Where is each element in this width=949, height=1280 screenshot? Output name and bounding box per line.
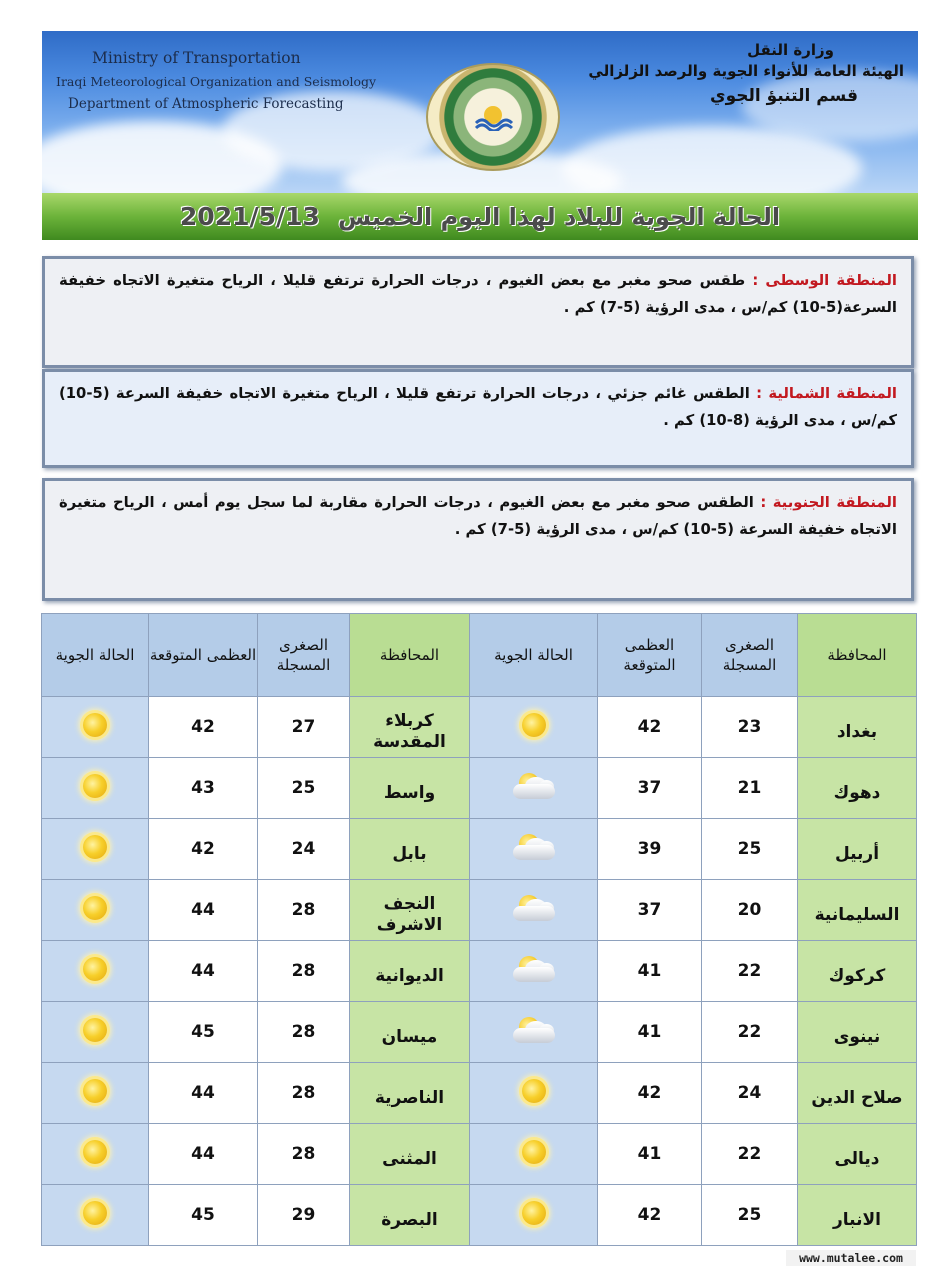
max-temp-cell: 42	[598, 1185, 702, 1246]
sun-icon	[83, 774, 107, 798]
ministry-ar-line-3: قسم التنبؤ الجوي	[710, 86, 858, 106]
region-northern-text: الطقس غائم جزئي ، درجات الحرارة ترتفع قليلا ، الرياح متغيرة الاتجاه خفيفة السرعة (5-10) كم/س ، مدى الرؤية (8-10) كم .	[59, 385, 897, 429]
min-temp-cell: 28	[258, 1124, 350, 1185]
province-cell: ديالى	[798, 1124, 917, 1185]
province-cell: المثنى	[350, 1124, 470, 1185]
table-row	[42, 941, 917, 1002]
region-northern	[42, 369, 914, 468]
condition-cell	[470, 1002, 598, 1063]
province-cell: كركوك	[798, 941, 917, 1002]
table-row	[42, 1124, 917, 1185]
max-temp-cell: 39	[598, 819, 702, 880]
sun-icon	[83, 1018, 107, 1042]
province-cell: واسط	[350, 758, 470, 819]
sun-icon	[83, 1140, 107, 1164]
table-row	[42, 819, 917, 880]
max-temp-cell: 45	[149, 1002, 258, 1063]
province-cell: الانبار	[798, 1185, 917, 1246]
min-temp-cell: 25	[702, 819, 798, 880]
sun-icon	[83, 1079, 107, 1103]
condition-cell	[42, 1185, 149, 1246]
ministry-name-ar	[588, 41, 904, 106]
region-southern	[42, 478, 914, 601]
condition-cell	[470, 697, 598, 758]
table-row	[42, 1002, 917, 1063]
min-temp-cell: 23	[702, 697, 798, 758]
max-temp-cell: 44	[149, 1063, 258, 1124]
condition-cell	[42, 697, 149, 758]
min-temp-cell: 25	[258, 758, 350, 819]
header-min: الصغرى المسجلة	[702, 614, 798, 697]
condition-cell	[42, 1124, 149, 1185]
condition-cell	[42, 880, 149, 941]
max-temp-cell: 42	[598, 1063, 702, 1124]
forecast-table-body	[42, 697, 917, 1246]
province-cell: البصرة	[350, 1185, 470, 1246]
sun-icon	[83, 1201, 107, 1225]
max-temp-cell: 37	[598, 758, 702, 819]
province-cell: صلاح الدين	[798, 1063, 917, 1124]
header-max: العظمى المتوقعة	[149, 614, 258, 697]
region-northern-name: المنطقة الشمالية :	[756, 385, 898, 402]
max-temp-cell: 41	[598, 1002, 702, 1063]
min-temp-cell: 27	[258, 697, 350, 758]
condition-cell	[42, 1063, 149, 1124]
table-row	[42, 758, 917, 819]
region-central-name: المنطقة الوسطى :	[752, 272, 897, 289]
condition-cell	[42, 941, 149, 1002]
table-row	[42, 880, 917, 941]
max-temp-cell: 45	[149, 1185, 258, 1246]
partly-cloudy-icon	[511, 1015, 557, 1045]
max-temp-cell: 44	[149, 1124, 258, 1185]
sun-icon	[522, 713, 546, 737]
max-temp-cell: 42	[598, 697, 702, 758]
condition-cell	[470, 819, 598, 880]
header-condition: الحالة الجوية	[42, 614, 149, 697]
table-row	[42, 1063, 917, 1124]
title-label: الحالة الجوية للبلاد لهذا اليوم الخميس	[337, 202, 781, 231]
province-cell: الناصرية	[350, 1063, 470, 1124]
header-banner	[42, 31, 918, 193]
table-row	[42, 697, 917, 758]
min-temp-cell: 22	[702, 1002, 798, 1063]
header-condition: الحالة الجوية	[470, 614, 598, 697]
ministry-line-2: Iraqi Meteorological Organization and Seismology	[56, 74, 377, 89]
ministry-ar-line-2: الهيئة العامة للأنواء الجوية والرصد الزلزالي	[588, 62, 904, 80]
max-temp-cell: 44	[149, 880, 258, 941]
province-cell: بابل	[350, 819, 470, 880]
condition-cell	[470, 1124, 598, 1185]
sun-icon	[83, 957, 107, 981]
min-temp-cell: 29	[258, 1185, 350, 1246]
min-temp-cell: 28	[258, 1002, 350, 1063]
partly-cloudy-icon	[511, 832, 557, 862]
min-temp-cell: 24	[702, 1063, 798, 1124]
ministry-line-1: Ministry of Transportation	[92, 49, 301, 67]
province-cell: أربيل	[798, 819, 917, 880]
min-temp-cell: 20	[702, 880, 798, 941]
ministry-line-3: Department of Atmospheric Forecasting	[68, 96, 344, 112]
meteorological-seal-logo	[426, 63, 560, 171]
condition-cell	[470, 758, 598, 819]
max-temp-cell: 41	[598, 1124, 702, 1185]
max-temp-cell: 43	[149, 758, 258, 819]
min-temp-cell: 24	[258, 819, 350, 880]
min-temp-cell: 28	[258, 1063, 350, 1124]
header-max: العظمى المتوقعة	[598, 614, 702, 697]
province-cell: الديوانية	[350, 941, 470, 1002]
sun-icon	[522, 1079, 546, 1103]
condition-cell	[470, 1063, 598, 1124]
partly-cloudy-icon	[511, 954, 557, 984]
condition-cell	[42, 819, 149, 880]
condition-cell	[470, 880, 598, 941]
header-province: المحافظة	[798, 614, 917, 697]
province-cell: السليمانية	[798, 880, 917, 941]
sun-icon	[83, 896, 107, 920]
header-province: المحافظة	[350, 614, 470, 697]
header-min: الصغرى المسجلة	[258, 614, 350, 697]
province-cell: كربلاء المقدسة	[350, 697, 470, 758]
min-temp-cell: 25	[702, 1185, 798, 1246]
min-temp-cell: 22	[702, 941, 798, 1002]
sun-icon	[83, 835, 107, 859]
ministry-name-en	[56, 47, 376, 116]
max-temp-cell: 42	[149, 819, 258, 880]
region-central	[42, 256, 914, 368]
condition-cell	[42, 1002, 149, 1063]
seal-emblem-icon	[472, 103, 514, 131]
min-temp-cell: 28	[258, 880, 350, 941]
table-header-row	[42, 614, 917, 697]
region-southern-name: المنطقة الجنوبية :	[760, 494, 897, 511]
region-southern-text: الطقس صحو مغبر مع بعض الغيوم ، درجات الحرارة مقاربة لما سجل يوم أمس ، الرياح متغيرة الاتجاه خفيفة السرعة (5-10) كم/س ، مدى الرؤية (5-7) كم .	[59, 494, 897, 538]
partly-cloudy-icon	[511, 893, 557, 923]
province-cell: دهوك	[798, 758, 917, 819]
province-cell: ميسان	[350, 1002, 470, 1063]
condition-cell	[42, 758, 149, 819]
sun-icon	[522, 1201, 546, 1225]
title-date: 2021/5/13	[179, 202, 320, 231]
max-temp-cell: 37	[598, 880, 702, 941]
website-watermark: www.mutalee.com	[786, 1250, 916, 1266]
condition-cell	[470, 941, 598, 1002]
max-temp-cell: 42	[149, 697, 258, 758]
region-central-text: طقس صحو مغبر مع بعض الغيوم ، درجات الحرارة ترتفع قليلا ، الرياح متغيرة الاتجاه خفيفة السرعة(5-10) كم/س ، مدى الرؤية (5-7) كم .	[59, 272, 897, 316]
condition-cell	[470, 1185, 598, 1246]
forecast-table	[41, 613, 917, 1246]
max-temp-cell: 41	[598, 941, 702, 1002]
max-temp-cell: 44	[149, 941, 258, 1002]
province-cell: نينوى	[798, 1002, 917, 1063]
province-cell: بغداد	[798, 697, 917, 758]
page-title	[42, 193, 918, 240]
sun-icon	[83, 713, 107, 737]
ministry-ar-line-1: وزارة النقل	[747, 41, 834, 59]
table-row	[42, 1185, 917, 1246]
min-temp-cell: 22	[702, 1124, 798, 1185]
min-temp-cell: 21	[702, 758, 798, 819]
title-bar	[42, 193, 918, 240]
partly-cloudy-icon	[511, 771, 557, 801]
province-cell: النجف الاشرف	[350, 880, 470, 941]
min-temp-cell: 28	[258, 941, 350, 1002]
sun-icon	[522, 1140, 546, 1164]
